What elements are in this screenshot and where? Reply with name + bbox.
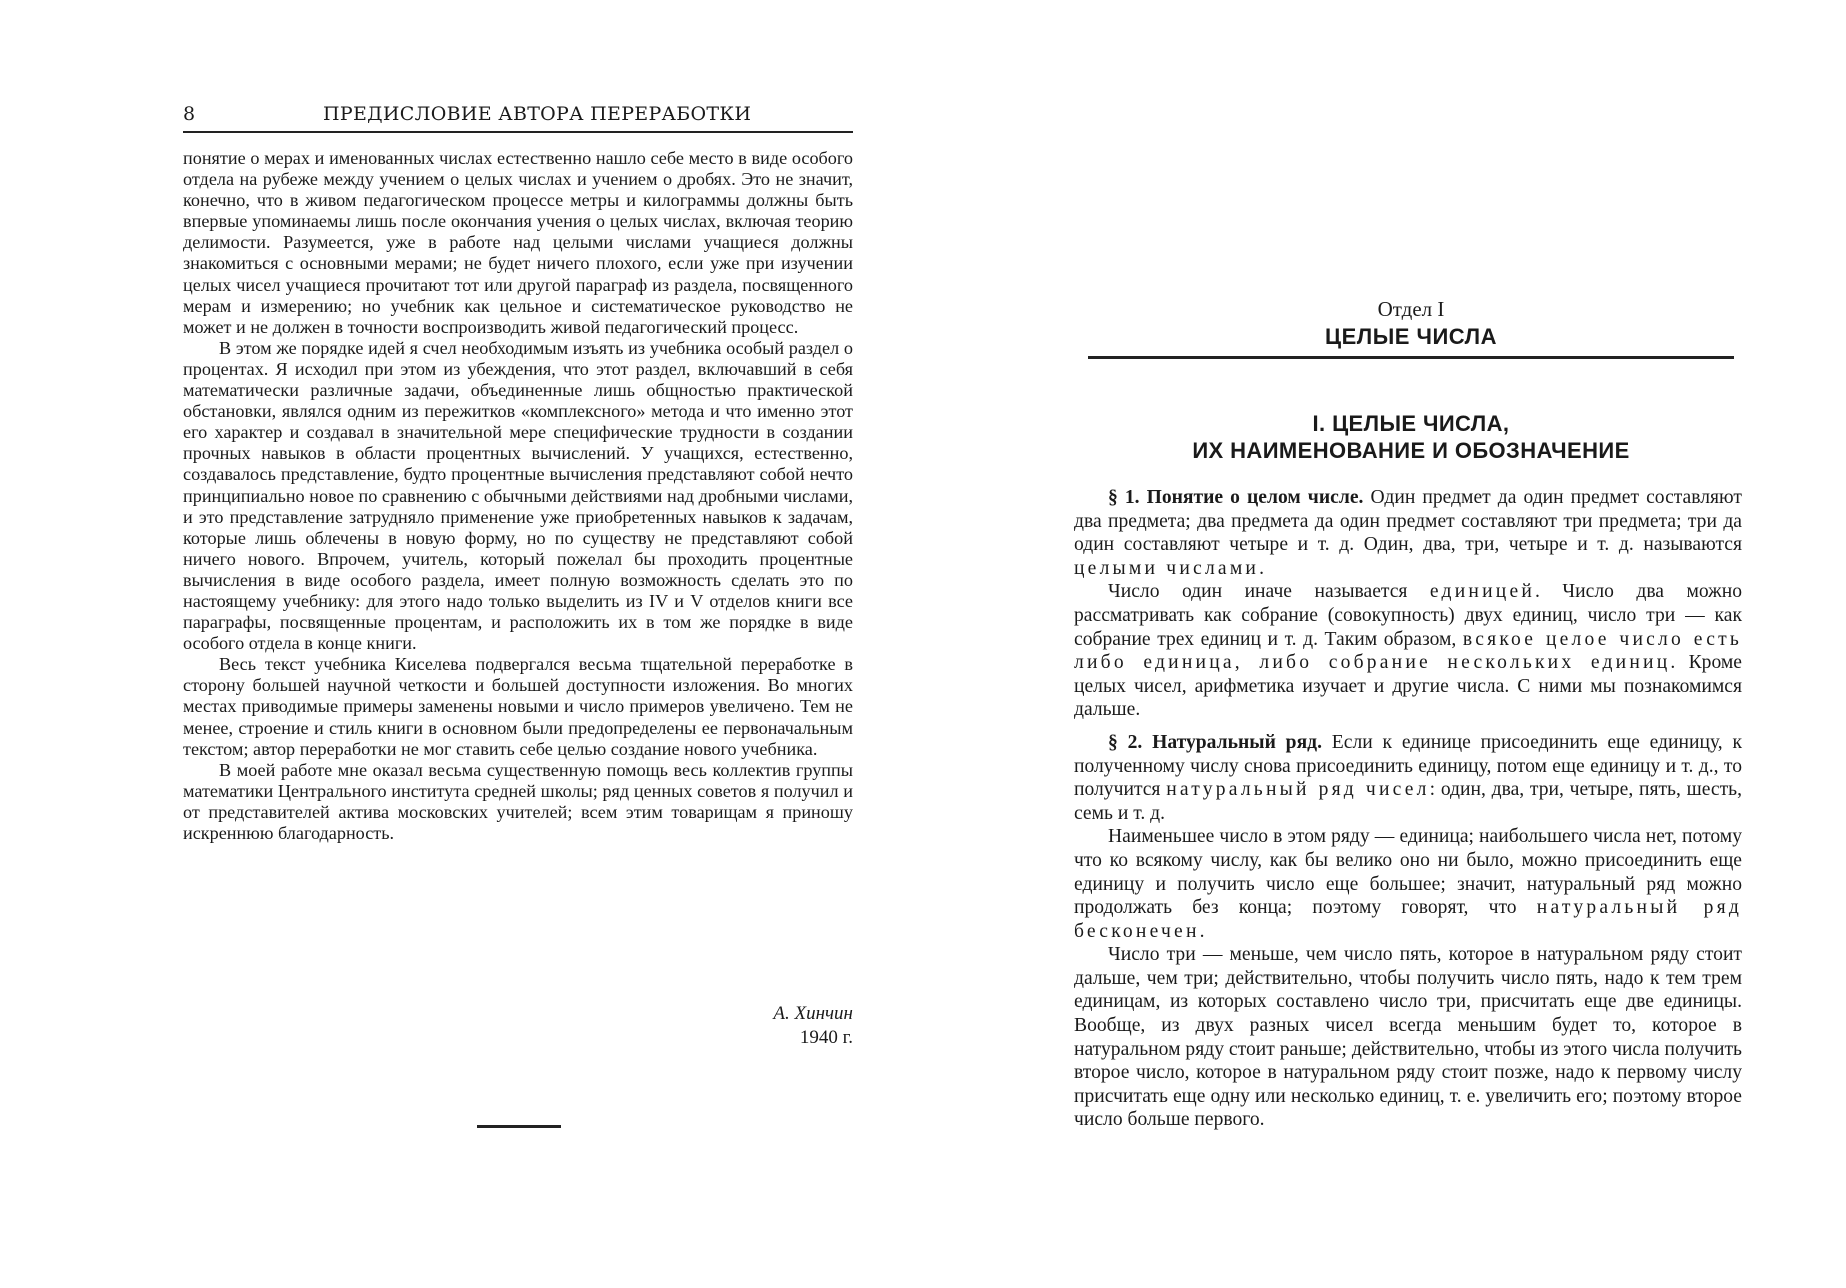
preface-paragraph: В моей работе мне оказал весьма существенную помощь весь коллектив группы математики Центрального института средней школы; ряд ценных советов я получил и от представителей актива московских учителей; всем этим товарищам я приношу искреннюю благодарность. [183, 759, 853, 843]
chapter-title-line: I. ЦЕЛЫЕ ЧИСЛА, [1312, 411, 1510, 436]
chapter-title [1072, 410, 1750, 464]
signature [183, 1002, 853, 1050]
chapter-title-line: ИХ НАИМЕНОВАНИЕ И ОБОЗНАЧЕНИЕ [1192, 438, 1630, 463]
running-title: ПРЕДИСЛОВИЕ АВТОРА ПЕРЕРАБОТКИ [323, 103, 752, 125]
text-run: : один, два, три, четыре, пять, шесть, семь и т. д. [1074, 779, 1742, 824]
division-title: ЦЕЛЫЕ ЧИСЛА [1325, 324, 1497, 349]
division-rule [1088, 356, 1734, 359]
chapter-body [1074, 486, 1742, 1132]
section-1-paragraph [1074, 486, 1742, 580]
division-label: Отдел I [1377, 297, 1445, 321]
section-2-paragraph [1074, 731, 1742, 825]
text-run: . Кроме целых чисел, арифметика изучает и другие числа. С ними мы познакомимся дальше. [1074, 652, 1743, 721]
preface-paragraph: Весь текст учебника Киселева подвергался весьма тщательной переработке в сторону большей научной четкости и большей доступности изложения. Во многих местах приводимые примеры заменены новыми и число примеров увеличено. Тем не менее, строение и стиль книги в основном были предопределены ее первоначальным текстом; автор переработки не мог ставить себе целью создание нового учебника. [183, 654, 853, 759]
text-run: Наименьшее число в этом ряду — единица; наибольшего числа нет, потому что ко всякому числу, как бы велико оно ни было, можно присоединить еще единицу и получить число еще большее; значит, натуральный ряд можно продолжать без конца; поэтому говорят, что [1074, 826, 1742, 919]
section-2-paragraph-2 [1074, 825, 1742, 943]
section-1-paragraph-2 [1074, 580, 1742, 722]
spaced-term: натуральный ряд бесконечен [1074, 897, 1743, 942]
section-heading: § 1. Понятие о целом числе. [1108, 487, 1364, 508]
division-heading [1088, 296, 1734, 352]
running-head [183, 101, 853, 133]
preface-paragraph: понятие о мерах и именованных числах естественно нашло себе место в виде особого отдела на рубеже между учением о целых числах и учением о дробях. Это не значит, конечно, что в живом педагогическом процессе метры и килограммы должны быть впервые упоминаемы лишь после окончания учения о целых числах, включая теорию делимости. Разумеется, уже в работе над целыми числами учащиеся должны знакомиться с основными мерами; не будет ничего плохого, если уже при изучении целых чисел учащиеся прочитают тот или другой параграф из раздела, посвященного мерам и измерению; но учебник как цельное и систематическое руководство не может и не должен в точности воспроизводить живой педагогический процесс. [183, 148, 853, 337]
text-run: Число один иначе называется [1108, 581, 1430, 603]
page-number: 8 [183, 103, 196, 125]
section-heading: § 2. Натуральный ряд. [1108, 731, 1322, 753]
text-run: . [1199, 920, 1205, 942]
end-rule [477, 1125, 561, 1128]
signature-year: 1940 г. [799, 1027, 853, 1048]
text-run: Если к единице присоединить еще единицу, к полученному числу снова присоединить единицу, потом еще единицу и т. д., то получится [1074, 731, 1742, 801]
spaced-term: всякое целое число есть либо единица, либо собрание нескольких единиц [1074, 628, 1742, 674]
text-run: . Число два можно рассматривать как собрание (совокупность) двух единиц, число три — как собрание трех единиц и т. д. Таким образом, [1074, 581, 1742, 650]
text-run: . [1259, 557, 1265, 579]
preface-paragraph: В этом же порядке идей я счел необходимым изъять из учебника особый раздел о процентах. Я исходил при этом из убеждения, что этот раздел, включавший в себя математически различные задачи, объединенные лишь общностью практической обстановки, являлся одним из пережитков «комплексного» метода и что именно этот его характер и создавал в значительной мере специфические трудности в создании прочных навыков в области процентных вычислений. У учащихся, естественно, создавалось представление, будто процентные вычисления представляют собой нечто принципиально новое по сравнению с обычными действиями над дробными числами, и это представление затрудняло применение уже приобретенных навыков к задачам, которые лишь облечены в новую форму, но по существу не представляют собой ничего нового. Впрочем, учитель, который пожелал бы проходить процентные вычисления в виде особого раздела, имеет полную возможность сделать это по настоящему учебнику: для этого надо только выделить из IV и V отделов книги все параграфы, посвященные процентам, и расположить их в том же порядке в виде особого отдела в конце книги. [183, 337, 853, 654]
spaced-term: единицей [1429, 581, 1536, 603]
section-2-paragraph-3: Число три — меньше, чем число пять, которое в натуральном ряду стоит дальше, чем три; действительно, чтобы получить число пять, надо к тем трем единицам, из которых составлено число три, присчитать еще две единицы. Вообще, из двух разных чисел всегда меньшим будет то, которое в натуральном ряду стоит раньше; действительно, чтобы из этого числа получить второе число, которое в натуральном ряду стоит позже, надо к первому числу присчитать еще одну или несколько единиц, т. е. увеличить его; поэтому второе число больше первого. [1074, 944, 1742, 1131]
text-run: Один предмет да один предмет составляют два предмета; два предмета да один предмет составляют три предмета; три да один составляют четыре и т. д. Один, два, три, четыре и т. д. называются [1074, 487, 1742, 556]
spaced-term: натуральный ряд чисел [1166, 779, 1430, 801]
preface-body [183, 148, 853, 844]
spaced-term: целыми числами [1074, 557, 1260, 579]
signature-name: А. Хинчин [773, 1003, 853, 1024]
